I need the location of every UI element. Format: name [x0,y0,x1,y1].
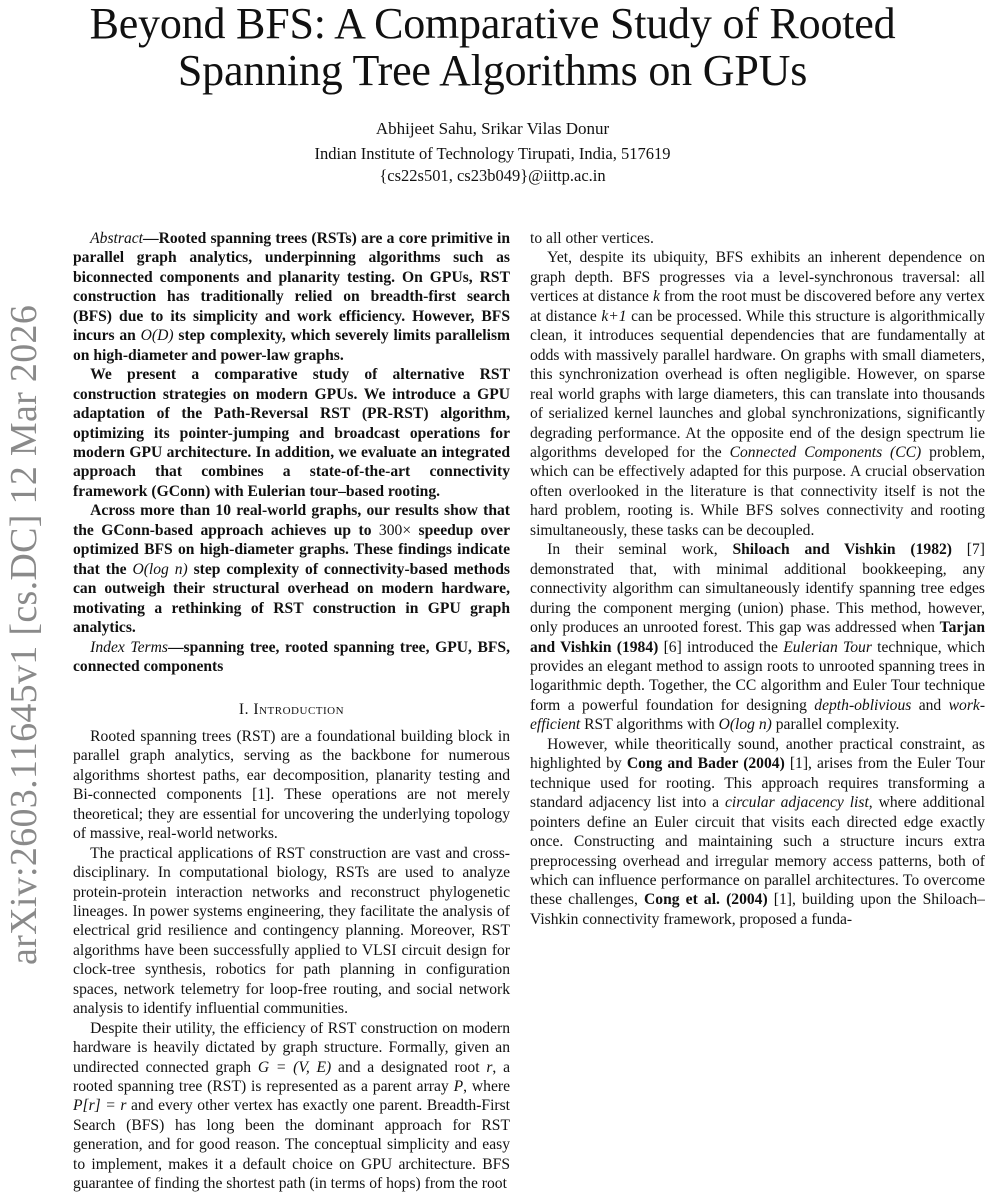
arxiv-stamp: arXiv:2603.11645v1 [cs.DC] 12 Mar 2026 [3,304,45,965]
index-terms: Index Terms—spanning tree, rooted spanning tree, GPU, BFS, connected components [73,638,510,675]
math-od: O(D) [140,327,174,345]
math-graph: G = (V, E) [257,1058,332,1076]
section-title: Introduction [253,701,345,719]
math-root: r [486,1058,493,1076]
cite-shiloach-vishkin: Shiloach and Vishkin (1982) [732,541,952,559]
math-ologn: O(log n) [718,716,772,734]
cite-cong-et-al: Cong et al. (2004) [644,891,768,909]
intro-paragraph-4: Yet, despite its ubiquity, BFS exhibits an inherent dependence on graph depth. BFS progresses via a level-synchronous traversal: all vertices at distance k from the root must be discovered before any vertex at distance k+1 can be processed. While this structure is algorithmically clean, it introduces sequential dependencies that are fundamentally at odds with massively parallel hardware. On graphs with small diameters, this synchronization overhead is often negligible. However, on sparse real world graphs with large diameters, this can translate into thousands of serialized kernel launches and global synchronizations, significantly degrading performance. At the opposite end of the design spectrum lie algorithms developed for the Connected Components (CC) problem, which can be effectively adapted for this purpose. A crucial observation often overlooked in the literature is that connectivity itself is not the hard problem, rooting is. While BFS solves connectivity and rooting simultaneously, these tasks can be decoupled. [530,249,985,539]
intro-paragraph-3: Despite their utility, the efficiency of RST construction on modern hardware is heavily dictated by graph structure. Formally, given an undirected connected graph G = (V, E) and a designated root r, a rooted spanning tree (RST) is represented as a parent array P, where P[r] = r and every other vertex has exactly one parent. Breadth-First Search (BFS) has long been the dominant approach for RST generation, and for good reason. The conceptual simplicity and easy to implement, makes it a default choice on GPU architecture. BFS guarantee of finding the shortest path (in terms of hops) from the root [73,1019,511,1193]
intro-paragraph-2: The practical applications of RST construction are vast and cross-disciplinary. In computational biology, RSTs are used to analyze protein-protein interaction networks and reconstruct phylogenetic lineages. In power systems engineering, they facilitate the analysis of electrical grid resilience and contingency planning. Moreover, RST algorithms have been successfully applied to VLSI circuit design for clock-tree synthesis, robotics for path planning in configuration spaces, network telemetry for loop-free routing, and social network analysis to identify influential communities. [73,844,510,1018]
term-depth-oblivious: depth-oblivious [814,696,912,714]
intro-paragraph-3-continued: to all other vertices. [530,230,654,247]
cite-cong-bader: Cong and Bader (2004) [626,755,785,773]
math-parent-root: P[r] = r [73,1097,127,1115]
author-emails: {cs22s501, cs23b049}@iittp.ac.in [379,166,606,185]
math-parent-array: P [453,1078,464,1096]
abstract-paragraph-1: Abstract—Rooted spanning trees (RSTs) are a core primitive in parallel graph analytics, underpinning algorithms such as biconnected components and planarity testing. On GPUs, RST construction has traditionally relied on breadth-first search (BFS) due to its simplicity and work efficiency. However, BFS incurs an O(D) step complexity, which severely limits parallelism on high-diameter and power-law graphs. [73,230,510,364]
author-list: Abhijeet Sahu, Srikar Vilas Donur [375,119,610,138]
index-terms-label: Index Terms [90,638,168,656]
term-work-efficient: work-efficient [530,696,985,734]
right-column [530,229,985,929]
abstract-paragraph-2: We present a comparative study of alternative RST construction strategies on modern GPUs. We introduce a GPU adaptation of the Path-Reversal RST (PR-RST) algorithm, optimizing its pointer-jumping and broadcast operations for modern GPU architecture. In addition, we evaluate an integrated approach that combines a state-of-the-art connectivity framework (GConn) with Eulerian tour–based rooting. [73,366,510,500]
math-k-plus-1: k+1 [601,307,627,325]
abstract [73,229,510,676]
term-circular-adjacency-list: circular adjacency list [725,794,869,812]
title-line-2: Spanning Tree Algorithms on GPUs [177,46,808,95]
affiliation: Indian Institute of Technology Tirupati, India, 517619 [314,144,671,163]
section-number: I. [238,701,250,719]
term-connected-components: Connected Components (CC) [729,443,922,461]
abstract-paragraph-3: Across more than 10 real-world graphs, our results show that the GConn-based approach achieves up to 300× speedup over optimized BFS on high-diameter graphs. These findings indicate that the O(log n) step complexity of connectivity-based methods can outweigh their structural overhead on modern hardware, motivating a rethinking of RST construction in GPU graph analytics. [73,502,510,637]
intro-paragraph-1: Rooted spanning trees (RST) are a foundational building block in parallel graph analytics, serving as the backbone for numerous algorithms shortest paths, ear decomposition, planarity testing and Bi-connected components [1]. These operations are not merely theoretical; they are essential for uncovering the underlying topology of massive, real-world networks. [73,727,510,843]
title-line-1: Beyond BFS: A Comparative Study of Rooted [89,0,896,48]
left-column [73,229,510,1194]
math-ologn: O(log n) [132,560,188,578]
math-k: k [653,288,660,306]
intro-paragraph-6: However, while theoritically sound, another practical constraint, as highlighted by Cong and Bader (2004) [1], arises from the Euler Tour technique used for rooting. This approach requires transforming a standard adjacency list into a circular adjacency list, where additional pointers define an Euler circuit that visits each directed edge exactly once. Constructing and maintaining such a structure incurs extra preprocessing overhead and irregular memory access patterns, both of which can influence performance on parallel architectures. To overcome these challenges, Cong et al. (2004) [1], building upon the Shiloach–Vishkin connectivity framework, proposed a funda- [530,735,985,928]
abstract-label: Abstract [90,230,143,247]
intro-paragraph-5: In their seminal work, Shiloach and Vishkin (1982) [7] demonstrated that, with minimal additional bookkeeping, any connectivity algorithm can simultaneously identify spanning tree edges during the component merging (union) phase. This method, however, only produces an unrooted forest. This gap was addressed when Tarjan and Vishkin (1984) [6] introduced the Eulerian Tour technique, which provides an elegant method to assign roots to unrooted spanning trees in logarithmic depth. Together, the CC algorithm and Euler Tour technique form a powerful foundation for designing depth-oblivious and work-efficient RST algorithms with O(log n) parallel complexity. [530,541,985,734]
cite-tarjan-vishkin: Tarjan and Vishkin (1984) [530,619,985,656]
term-eulerian-tour: Eulerian Tour [783,638,872,656]
paper-title [0,0,985,94]
section-heading-introduction [73,700,510,719]
intro-paragraph-3-tail: and every other vertex has exactly one parent. Breadth-First Search (BFS) has long been the dominant approach for RST generation, and for good reason. The conceptual simplicity and easy to implement, makes it a default choice on GPU architecture. BFS guarantee of finding the shortest path (in terms of hops) from the root [73,1097,510,1193]
math-300x: 300× [378,521,412,539]
